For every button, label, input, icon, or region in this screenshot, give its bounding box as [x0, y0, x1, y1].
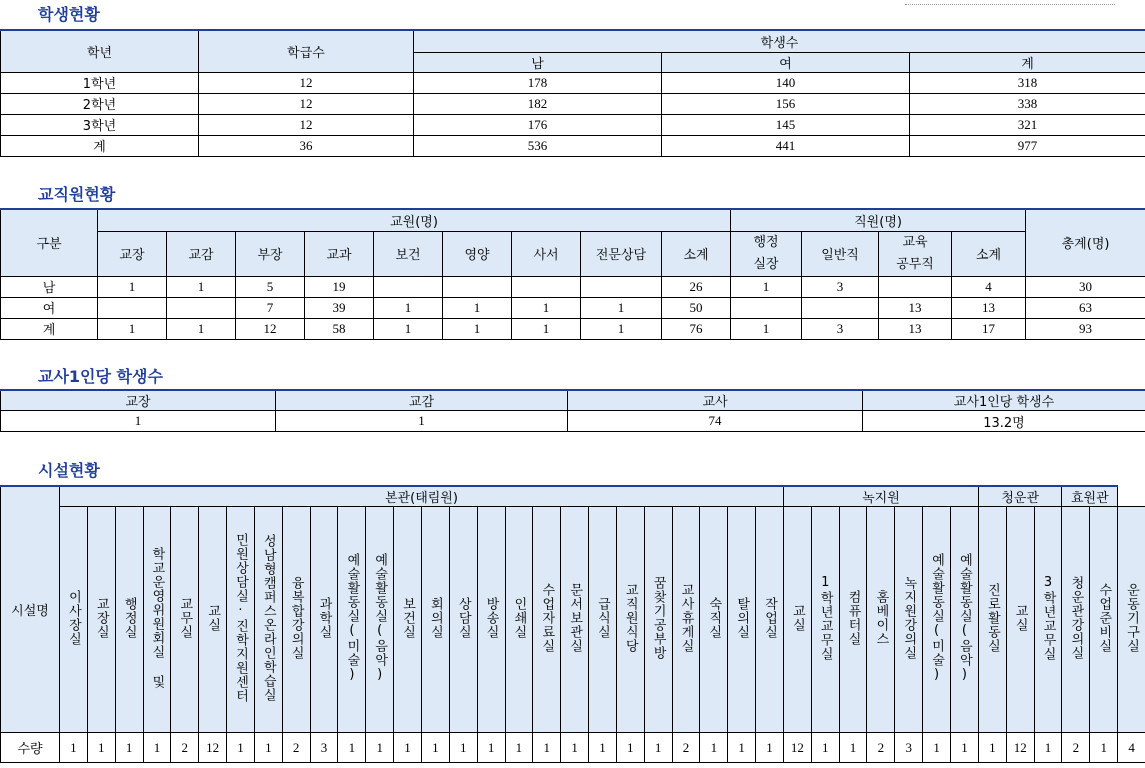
teachers-group-header: 교원(명) — [98, 209, 731, 231]
facility-room-name: 예술활동실(미술) — [344, 552, 360, 683]
student-section-title: 학생현황 — [38, 5, 100, 24]
staff-value-cell: 1 — [98, 276, 167, 297]
facility-room-header — [811, 507, 839, 733]
staff-value-cell — [879, 276, 952, 297]
staff-value-cell — [731, 297, 802, 318]
facility-qty-cell: 1 — [533, 733, 561, 763]
facility-room-name: 급식실 — [594, 596, 610, 639]
facility-room-header — [895, 507, 923, 733]
student-total-cell: 338 — [910, 93, 1145, 114]
facility-qty-cell: 1 — [839, 733, 867, 763]
facility-building-header: 효원관 — [1062, 486, 1118, 507]
facility-room-header — [616, 507, 644, 733]
facility-room-header — [1062, 507, 1090, 733]
staff-value-cell: 1 — [512, 297, 581, 318]
facility-room-header — [282, 507, 310, 733]
facility-qty-cell: 1 — [143, 733, 171, 763]
facility-room-name: 컴퓨터실 — [845, 589, 861, 646]
student-classes-cell: 36 — [199, 135, 414, 156]
student-grade-cell: 1학년 — [1, 72, 199, 93]
facility-room-name: 교실 — [205, 603, 221, 632]
facility-room-name: 진로활동실 — [984, 582, 1000, 653]
facility-room-name: 수업자료실 — [539, 582, 555, 653]
facility-qty-cell: 1 — [394, 733, 422, 763]
facility-room-header — [978, 507, 1006, 733]
student-female-cell: 145 — [662, 114, 910, 135]
student-classes-cell: 12 — [199, 72, 414, 93]
facility-room-header — [756, 507, 784, 733]
facility-qty-header: 수량 — [1, 733, 60, 763]
facility-room-name: 민원상담실·진학지원센터 — [232, 532, 248, 703]
staff-value-cell: 5 — [236, 276, 305, 297]
staff-value-cell: 1 — [731, 318, 802, 339]
staff-row — [1, 297, 1145, 318]
facility-qty-cell: 12 — [199, 733, 227, 763]
facility-qty-cell: 3 — [895, 733, 923, 763]
staff-value-cell: 1 — [443, 297, 512, 318]
principal-header: 교장 — [98, 231, 167, 276]
facility-room-name: 과학실 — [316, 596, 332, 639]
facility-room-header — [199, 507, 227, 733]
facility-room-header — [227, 507, 255, 733]
facility-qty-cell: 1 — [978, 733, 1006, 763]
facility-qty-cell: 1 — [338, 733, 366, 763]
facility-room-header — [254, 507, 282, 733]
facility-qty-cell: 4 — [1118, 733, 1145, 763]
facility-room-name: 운동기구실 — [1124, 582, 1140, 653]
staff-value-cell: 7 — [236, 297, 305, 318]
facility-qty-cell: 12 — [783, 733, 811, 763]
facility-room-name: 탈의실 — [734, 596, 750, 639]
facility-room-header — [338, 507, 366, 733]
facility-building-header: 청운관 — [978, 486, 1062, 507]
facility-qty-cell: 1 — [421, 733, 449, 763]
staff-row-label: 계 — [1, 318, 98, 339]
staff-value-cell: 12 — [236, 318, 305, 339]
facility-room-header — [394, 507, 422, 733]
facility-room-name: 숙직실 — [706, 596, 722, 639]
staff-value-cell: 4 — [952, 276, 1026, 297]
staff-value-cell: 1 — [581, 318, 662, 339]
staff-value-cell: 1 — [512, 318, 581, 339]
employee-subtotal-header: 소계 — [952, 231, 1026, 276]
facility-room-name: 예술활동실(음악) — [956, 552, 972, 683]
facility-room-name: 교무실 — [177, 596, 193, 639]
student-male-cell: 536 — [414, 135, 662, 156]
facility-qty-cell: 1 — [227, 733, 255, 763]
student-row — [1, 135, 1145, 156]
facility-room-name: 작업실 — [762, 596, 778, 639]
staff-value-cell: 1 — [98, 318, 167, 339]
facility-room-name: 보건실 — [400, 596, 416, 639]
facility-room-header — [60, 507, 88, 733]
facility-room-header — [477, 507, 505, 733]
total-header: 계 — [910, 52, 1145, 72]
facility-qty-cell: 1 — [589, 733, 617, 763]
student-table — [0, 29, 1145, 157]
facility-building-header: 본관(태림원) — [60, 486, 784, 507]
facility-qty-cell: 12 — [1006, 733, 1034, 763]
staff-value-cell: 39 — [305, 297, 374, 318]
student-total-cell: 321 — [910, 114, 1145, 135]
facility-room-name: 교실 — [789, 603, 805, 632]
facility-qty-cell: 1 — [644, 733, 672, 763]
subject-teacher-header: 교과 — [305, 231, 374, 276]
student-row — [1, 93, 1145, 114]
staff-section-title: 교직원현황 — [38, 185, 116, 204]
facility-qty-cell: 1 — [561, 733, 589, 763]
facility-room-name: 예술활동실(음악) — [372, 552, 388, 683]
facility-qty-cell: 1 — [728, 733, 756, 763]
staff-value-cell: 3 — [802, 318, 879, 339]
staff-value-cell: 1 — [167, 318, 236, 339]
staff-value-cell — [802, 297, 879, 318]
classes-header: 학급수 — [199, 30, 414, 72]
staff-value-cell: 13 — [879, 318, 952, 339]
student-male-cell: 176 — [414, 114, 662, 135]
facility-room-header — [421, 507, 449, 733]
facility-room-header — [505, 507, 533, 733]
facility-room-name: 성남형캠퍼스온라인학습실 — [260, 533, 276, 702]
facility-qty-cell: 2 — [867, 733, 895, 763]
facility-room-header — [143, 507, 171, 733]
student-male-cell: 178 — [414, 72, 662, 93]
staff-row — [1, 318, 1145, 339]
facility-room-header — [1006, 507, 1034, 733]
grade-header: 학년 — [1, 30, 199, 72]
student-male-cell: 182 — [414, 93, 662, 114]
facility-qty-cell: 1 — [115, 733, 143, 763]
student-row — [1, 114, 1145, 135]
facility-room-header — [589, 507, 617, 733]
facility-qty-cell: 1 — [1034, 733, 1062, 763]
staff-value-cell — [512, 276, 581, 297]
staff-value-cell: 19 — [305, 276, 374, 297]
facility-room-header — [561, 507, 589, 733]
ratio-principal-header: 교장 — [1, 390, 276, 411]
facility-room-name: 회의실 — [427, 596, 443, 639]
facility-room-name: 녹지원강의실 — [901, 575, 917, 660]
ratio-vice-header: 교감 — [276, 390, 568, 411]
facility-room-header — [644, 507, 672, 733]
counselor-header: 전문상담 — [581, 231, 662, 276]
staff-value-cell: 13 — [952, 297, 1026, 318]
facility-room-header — [115, 507, 143, 733]
staff-value-cell: 76 — [662, 318, 731, 339]
facility-qty-cell: 2 — [282, 733, 310, 763]
staff-value-cell: 3 — [802, 276, 879, 297]
student-classes-cell: 12 — [199, 93, 414, 114]
staff-table — [0, 208, 1145, 340]
librarian-header: 사서 — [512, 231, 581, 276]
nutrition-teacher-header: 영양 — [443, 231, 512, 276]
facility-room-name: 교사휴게실 — [678, 582, 694, 653]
staff-value-cell — [374, 276, 443, 297]
facility-room-name: 학교운영위원회실 및 — [149, 546, 165, 689]
student-total-cell: 977 — [910, 135, 1145, 156]
staff-row-label: 남 — [1, 276, 98, 297]
facility-qty-cell: 2 — [672, 733, 700, 763]
facility-room-name: 교장실 — [93, 596, 109, 639]
facility-room-name: 인쇄실 — [511, 596, 527, 639]
facility-qty-cell: 1 — [756, 733, 784, 763]
facility-qty-cell: 1 — [923, 733, 951, 763]
staff-row-label: 여 — [1, 297, 98, 318]
ratio-teacher-header: 교사 — [568, 390, 863, 411]
facility-room-header — [533, 507, 561, 733]
staff-value-cell: 50 — [662, 297, 731, 318]
facility-name-header: 시설명 — [1, 486, 60, 733]
facility-room-header — [700, 507, 728, 733]
facility-qty-cell: 1 — [811, 733, 839, 763]
facility-qty-cell: 1 — [254, 733, 282, 763]
staff-value-cell — [167, 297, 236, 318]
students-header: 학생수 — [414, 30, 1145, 52]
male-header: 남 — [414, 52, 662, 72]
staff-value-cell: 1 — [731, 276, 802, 297]
facility-room-name: 이사장실 — [65, 589, 81, 646]
facility-room-header — [867, 507, 895, 733]
facility-qty-cell: 1 — [87, 733, 115, 763]
staff-value-cell — [581, 276, 662, 297]
student-female-cell: 156 — [662, 93, 910, 114]
facility-qty-cell: 1 — [60, 733, 88, 763]
facility-room-name: 행정실 — [121, 596, 137, 639]
facility-qty-cell: 2 — [171, 733, 199, 763]
facility-room-name: 청운관강의실 — [1068, 575, 1084, 660]
staff-value-cell: 1 — [581, 297, 662, 318]
staff-row — [1, 276, 1145, 297]
facility-qty-cell: 1 — [700, 733, 728, 763]
facility-room-header — [87, 507, 115, 733]
facility-room-name: 1학년교무실 — [817, 574, 833, 661]
staff-value-cell: 1 — [167, 276, 236, 297]
staff-value-cell: 58 — [305, 318, 374, 339]
employees-group-header: 직원(명) — [731, 209, 1026, 231]
facility-room-header — [1118, 507, 1145, 733]
facility-room-header — [951, 507, 979, 733]
facility-room-header — [310, 507, 338, 733]
facility-room-name: 상담실 — [455, 596, 471, 639]
facility-room-name: 융복합강의실 — [288, 575, 304, 660]
head-teacher-header: 부장 — [236, 231, 305, 276]
ratio-principal-value: 1 — [1, 411, 276, 432]
ratio-teacher-value: 74 — [568, 411, 863, 432]
facility-qty-cell: 2 — [1062, 733, 1090, 763]
ratio-table — [0, 389, 1145, 432]
student-grade-cell: 3학년 — [1, 114, 199, 135]
facility-room-header — [839, 507, 867, 733]
teacher-subtotal-header: 소계 — [662, 231, 731, 276]
student-classes-cell: 12 — [199, 114, 414, 135]
health-teacher-header: 보건 — [374, 231, 443, 276]
student-total-cell: 318 — [910, 72, 1145, 93]
student-grade-cell: 2학년 — [1, 93, 199, 114]
facility-qty-cell: 1 — [477, 733, 505, 763]
facility-qty-cell: 1 — [1090, 733, 1118, 763]
facility-qty-cell: 3 — [310, 733, 338, 763]
facility-room-name: 문서보관실 — [567, 582, 583, 653]
staff-category-header: 구분 — [1, 209, 98, 276]
staff-value-cell: 17 — [952, 318, 1026, 339]
facility-room-name: 예술활동실(미술) — [929, 552, 945, 683]
student-female-cell: 441 — [662, 135, 910, 156]
student-row — [1, 72, 1145, 93]
facility-room-header — [923, 507, 951, 733]
facility-room-name: 방송실 — [483, 596, 499, 639]
staff-value-cell: 93 — [1026, 318, 1145, 339]
facility-qty-cell: 1 — [951, 733, 979, 763]
facility-room-name: 교실 — [1012, 603, 1028, 632]
facility-room-header — [1034, 507, 1062, 733]
facility-room-name: 수업준비실 — [1096, 582, 1112, 653]
facility-building-header: 녹지원 — [783, 486, 978, 507]
student-grade-cell: 계 — [1, 135, 199, 156]
staff-value-cell: 26 — [662, 276, 731, 297]
page-corner-mark — [905, 0, 1115, 5]
vice-principal-header: 교감 — [167, 231, 236, 276]
staff-value-cell: 13 — [879, 297, 952, 318]
staff-value-cell: 1 — [443, 318, 512, 339]
ratio-per-teacher-header: 교사1인당 학생수 — [863, 390, 1145, 411]
facility-room-header — [1090, 507, 1118, 733]
facility-room-header — [728, 507, 756, 733]
facility-room-name: 홈베이스 — [873, 589, 889, 646]
facility-qty-cell: 1 — [505, 733, 533, 763]
female-header: 여 — [662, 52, 910, 72]
grand-total-header: 총계(명) — [1026, 209, 1145, 276]
facility-room-header — [366, 507, 394, 733]
facility-qty-cell: 1 — [449, 733, 477, 763]
facility-table — [0, 485, 1145, 763]
staff-value-cell — [443, 276, 512, 297]
facility-qty-cell: 1 — [366, 733, 394, 763]
facility-section-title: 시설현황 — [38, 461, 100, 480]
facility-room-header — [171, 507, 199, 733]
general-staff-header: 일반직 — [802, 231, 879, 276]
facility-room-header — [783, 507, 811, 733]
staff-value-cell: 1 — [374, 318, 443, 339]
staff-value-cell — [98, 297, 167, 318]
ratio-vice-value: 1 — [276, 411, 568, 432]
ratio-per-teacher-value: 13.2명 — [863, 411, 1145, 432]
facility-room-header — [449, 507, 477, 733]
student-female-cell: 140 — [662, 72, 910, 93]
ratio-section-title: 교사1인당 학생수 — [38, 367, 163, 386]
facility-room-name: 꿈찾기공부방 — [650, 575, 666, 660]
facility-qty-cell: 1 — [616, 733, 644, 763]
facility-room-header — [672, 507, 700, 733]
staff-value-cell: 30 — [1026, 276, 1145, 297]
admin-head-header: 행정 실장 — [731, 231, 802, 276]
staff-value-cell: 63 — [1026, 297, 1145, 318]
facility-room-name: 교직원식당 — [622, 582, 638, 653]
staff-value-cell: 1 — [374, 297, 443, 318]
edu-staff-header: 교육 공무직 — [879, 231, 952, 276]
facility-room-name: 3학년교무실 — [1040, 574, 1056, 661]
